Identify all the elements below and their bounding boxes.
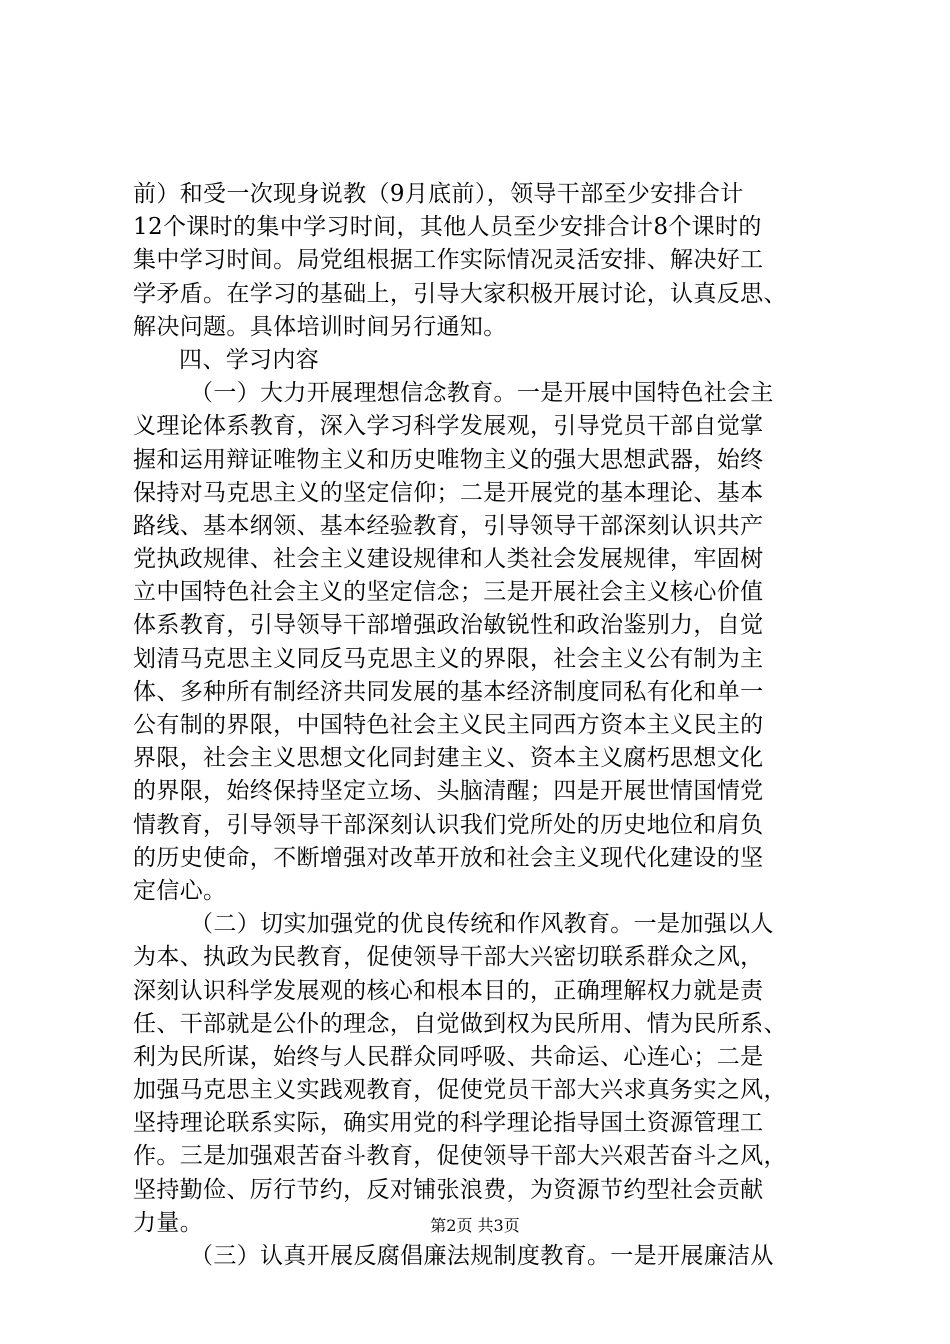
text-line: 为本、执政为民教育，促使领导干部大兴密切联系群众之风， bbox=[133, 944, 764, 971]
text-line: 的历史使命，不断增强对改革开放和社会主义现代化建设的坚 bbox=[133, 844, 764, 871]
text-line: 定信心。 bbox=[133, 877, 227, 904]
text-line: 情教育，引导领导干部深刻认识我们党所处的历史地位和肩负 bbox=[133, 811, 764, 838]
text-line: 握和运用辩证唯物主义和历史唯物主义的强大思想武器，始终 bbox=[133, 446, 764, 473]
text-line: 12个课时的集中学习时间，其他人员至少安排合计8个课时的 bbox=[133, 214, 762, 241]
text-line: 的界限，始终保持坚定立场、头脑清醒；四是开展世情国情党 bbox=[133, 778, 764, 805]
subsection-heading-line: （一）大力开展理想信念教育。一是开展中国特色社会主 bbox=[190, 380, 774, 407]
text-line: 前）和受一次现身说教（9月底前），领导干部至少安排合计 bbox=[133, 181, 744, 207]
text-line: 体、多种所有制经济共同发展的基本经济制度同私有化和单一 bbox=[133, 678, 764, 705]
text-line: 坚持勤俭、厉行节约，反对铺张浪费，为资源节约型社会贡献 bbox=[133, 1176, 764, 1203]
text-line: 加强马克思主义实践观教育，促使党员干部大兴求真务实之风， bbox=[133, 1077, 787, 1104]
text-line: 坚持理论联系实际，确实用党的科学理论指导国土资源管理工 bbox=[133, 1110, 764, 1137]
text-line: 界限，社会主义思想文化同封建主义、资本主义腐朽思想文化 bbox=[133, 745, 764, 772]
text-line: 集中学习时间。局党组根据工作实际情况灵活安排、解决好工 bbox=[133, 247, 764, 274]
text-line: 任、干部就是公仆的理念，自觉做到权为民所用、情为民所系、 bbox=[133, 1010, 787, 1037]
text-line: 党执政规律、社会主义建设规律和人类社会发展规律，牢固树 bbox=[133, 546, 764, 573]
text-line: 力量。 bbox=[133, 1209, 204, 1236]
text-line: 解决问题。具体培训时间另行通知。 bbox=[133, 313, 507, 340]
text-line: 划清马克思主义同反马克思主义的界限，社会主义公有制为主 bbox=[133, 645, 764, 672]
text-line: 路线、基本纲领、基本经验教育，引导领导干部深刻认识共产 bbox=[133, 512, 764, 539]
subsection-heading-line: （二）切实加强党的优良传统和作风教育。一是加强以人 bbox=[190, 911, 774, 938]
text-line: 学矛盾。在学习的基础上，引导大家积极开展讨论，认真反思、 bbox=[133, 280, 787, 307]
text-line: 公有制的界限，中国特色社会主义民主同西方资本主义民主的 bbox=[133, 712, 764, 738]
document-body bbox=[133, 178, 833, 1273]
text-line: 义理论体系教育，深入学习科学发展观，引导党员干部自觉掌 bbox=[133, 413, 764, 440]
text-line: 利为民所谋，始终与人民群众同呼吸、共命运、心连心；二是 bbox=[133, 1043, 764, 1070]
subsection-heading-line: （三）认真开展反腐倡廉法规制度教育。一是开展廉洁从 bbox=[190, 1243, 774, 1269]
section-heading: 四、学习内容 bbox=[179, 346, 320, 373]
text-line: 保持对马克思主义的坚定信仰；二是开展党的基本理论、基本 bbox=[133, 479, 764, 506]
text-line: 立中国特色社会主义的坚定信念；三是开展社会主义核心价值 bbox=[133, 579, 764, 606]
text-line: 深刻认识科学发展观的核心和根本目的，正确理解权力就是责 bbox=[133, 977, 764, 1004]
page-footer: 第2页 共3页 bbox=[430, 1216, 520, 1235]
text-line: 体系教育，引导领导干部增强政治敏锐性和政治鉴别力，自觉 bbox=[133, 612, 764, 639]
text-line: 作。三是加强艰苦奋斗教育，促使领导干部大兴艰苦奋斗之风， bbox=[133, 1143, 787, 1170]
